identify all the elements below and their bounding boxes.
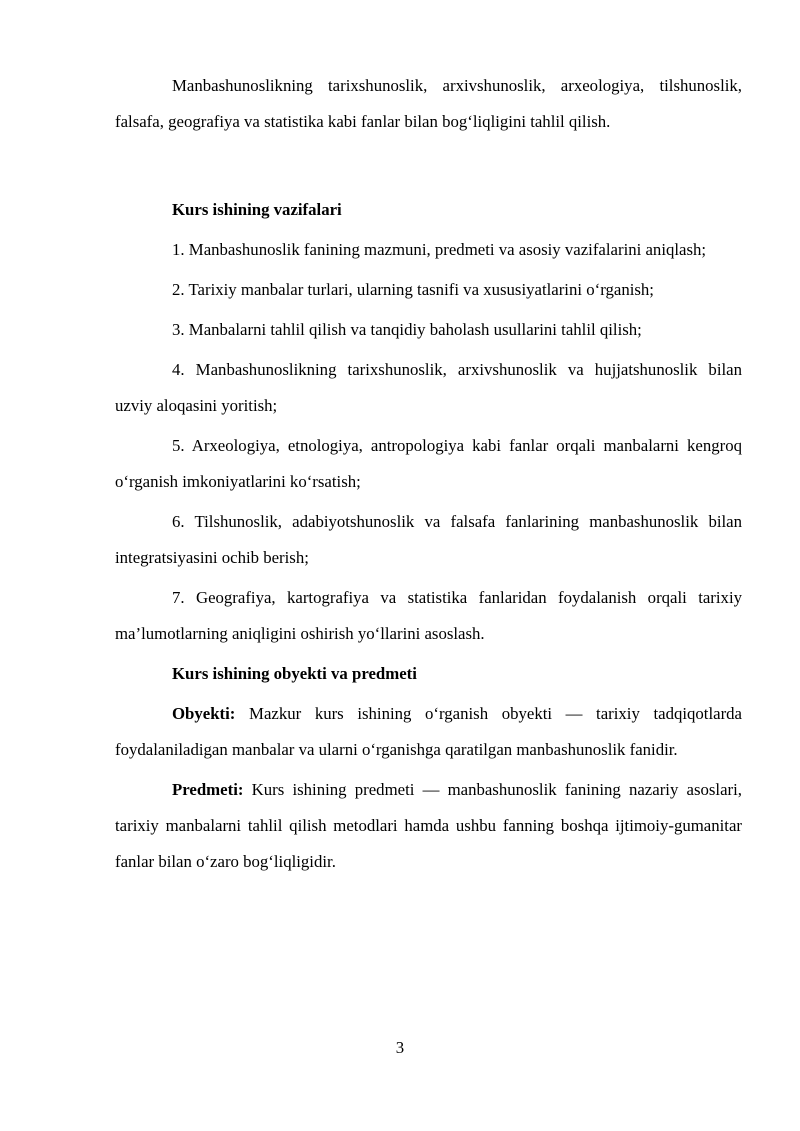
page-number: 3 (395, 1038, 405, 1057)
task-item-5: 5. Arxeologiya, etnologiya, antropologiya kabi fanlar orqali manbalarni kengroq o‘rganish imkoniyatlarini ko‘rsatish; (115, 436, 742, 491)
object-subject-heading: Kurs ishining obyekti va predmeti (172, 664, 417, 683)
intro-paragraph: Manbashunoslikning tarixshunoslik, arxivshunoslik, arxeologiya, tilshunoslik, falsafa, geografiya va statistika kabi fanlar bilan bog‘liqligini tahlil qilish. (115, 76, 742, 131)
task-item-3: 3. Manbalarni tahlil qilish va tanqidiy baholash usullarini tahlil qilish; (172, 320, 642, 339)
object-text: Mazkur kurs ishining o‘rganish obyekti — tarixiy tadqiqotlarda foydalaniladigan manbalar va ularni o‘rganishga qaratilgan manbashunoslik fanidir. (115, 704, 742, 759)
object-paragraph (115, 696, 742, 768)
object-label: Obyekti: (172, 704, 236, 723)
document-page (115, 68, 742, 880)
task-item-4: 4. Manbashunoslikning tarixshunoslik, arxivshunoslik va hujjatshunoslik bilan uzviy aloqasini yoritish; (115, 360, 742, 415)
subject-text: Kurs ishining predmeti — manbashunoslik fanining nazariy asoslari, tarixiy manbalarni tahlil qilish metodlari hamda ushbu fanning boshqa ijtimoiy-gumanitar fanlar bilan o‘zaro bog‘liqligidir. (115, 780, 742, 871)
task-item-7: 7. Geografiya, kartografiya va statistika fanlaridan foydalanish orqali tarixiy ma’lumotlarning aniqligini oshirish yo‘llarini asoslash. (115, 588, 742, 643)
task-item-1: 1. Manbashunoslik fanining mazmuni, predmeti va asosiy vazifalarini aniqlash; (172, 240, 707, 259)
task-item-6: 6. Tilshunoslik, adabiyotshunoslik va falsafa fanlarining manbashunoslik bilan integratsiyasini ochib berish; (115, 512, 742, 567)
section-spacer (115, 140, 742, 192)
subject-paragraph (115, 772, 742, 880)
task-item-2: 2. Tarixiy manbalar turlari, ularning tasnifi va xususiyatlarini o‘rganish; (172, 280, 654, 299)
tasks-heading: Kurs ishining vazifalari (172, 200, 342, 219)
subject-label: Predmeti: (172, 780, 244, 799)
